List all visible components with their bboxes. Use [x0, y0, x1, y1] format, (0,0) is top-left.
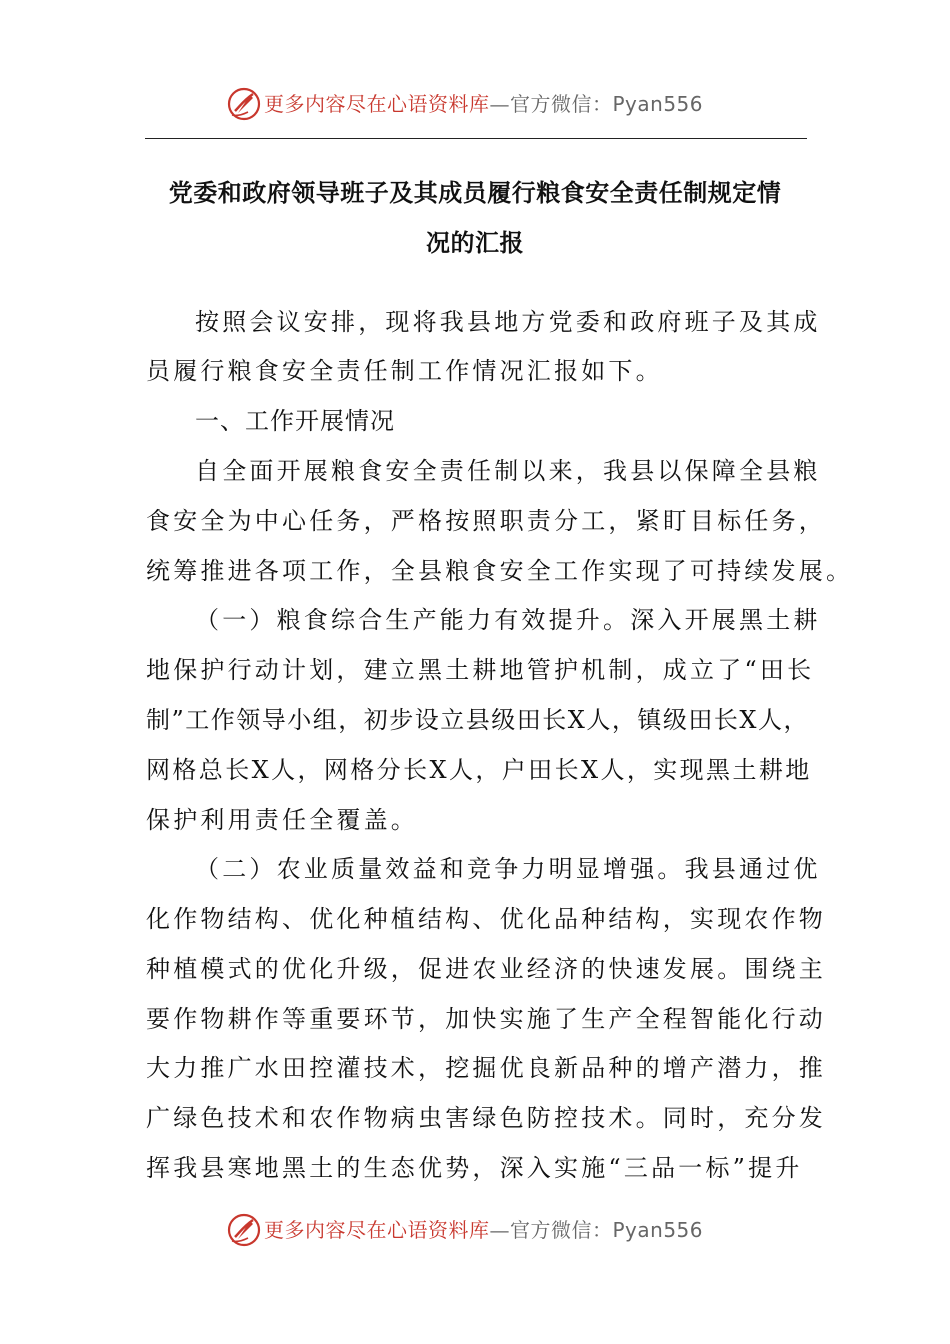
- body-line: 制”工作领导小组，初步设立县级田长X人，镇级田长X人，: [146, 706, 809, 734]
- title-line-1: 党委和政府领导班子及其成员履行粮食安全责任制规定情: [168, 179, 782, 207]
- body-line: 大力推广水田控灌技术，挖掘优良新品种的增产潜力，推: [146, 1054, 826, 1082]
- body-line: （二）农业质量效益和竞争力明显增强。我县通过优: [195, 855, 821, 883]
- body-line: 按照会议安排，现将我县地方党委和政府班子及其成: [195, 308, 821, 336]
- body-line: 自全面开展粮食安全责任制以来，我县以保障全县粮: [195, 457, 821, 485]
- pen-logo-icon: [226, 86, 262, 122]
- body-line: 统筹推进各项工作，全县粮食安全工作实现了可持续发展。: [146, 557, 854, 585]
- watermark-wechat-id: Pyan556: [612, 1218, 704, 1242]
- section-heading: 一、工作开展情况: [195, 407, 395, 435]
- body-line: 食安全为中心任务，严格按照职责分工，紧盯目标任务，: [146, 507, 826, 535]
- watermark-text: [264, 90, 703, 118]
- footer-watermark-banner: [0, 1210, 950, 1250]
- title-line-2: 况的汇报: [426, 229, 524, 257]
- body-line: 保护利用责任全覆盖。: [146, 806, 418, 834]
- pen-logo-icon: [226, 1212, 262, 1248]
- document-title: [150, 168, 800, 268]
- body-line: 要作物耕作等重要环节，加快实施了生产全程智能化行动: [146, 1005, 826, 1033]
- watermark-wechat-id: Pyan556: [612, 92, 704, 116]
- body-line: 网格总长X人，网格分长X人，户田长X人，实现黑土耕地: [146, 756, 812, 784]
- header-divider: [145, 138, 807, 139]
- watermark-label: —官方微信：: [489, 1218, 613, 1242]
- header-watermark-banner: [0, 84, 950, 124]
- watermark-brand: 更多内容尽在心语资料库: [264, 92, 490, 116]
- body-line: 地保护行动计划，建立黑土耕地管护机制，成立了“田长: [146, 656, 815, 684]
- watermark-brand: 更多内容尽在心语资料库: [264, 1218, 490, 1242]
- watermark-text: [264, 1216, 703, 1244]
- body-line: 种植模式的优化升级，促进农业经济的快速发展。围绕主: [146, 955, 826, 983]
- body-line: 挥我县寒地黑土的生态优势，深入实施“三品一标”提升: [146, 1154, 803, 1182]
- body-line: 化作物结构、优化种植结构、优化品种结构，实现农作物: [146, 905, 826, 933]
- watermark-label: —官方微信：: [489, 92, 613, 116]
- body-line: （一）粮食综合生产能力有效提升。深入开展黑土耕: [195, 606, 821, 634]
- body-line: 员履行粮食安全责任制工作情况汇报如下。: [146, 357, 663, 385]
- body-line: 广绿色技术和农作物病虫害绿色防控技术。同时，充分发: [146, 1104, 826, 1132]
